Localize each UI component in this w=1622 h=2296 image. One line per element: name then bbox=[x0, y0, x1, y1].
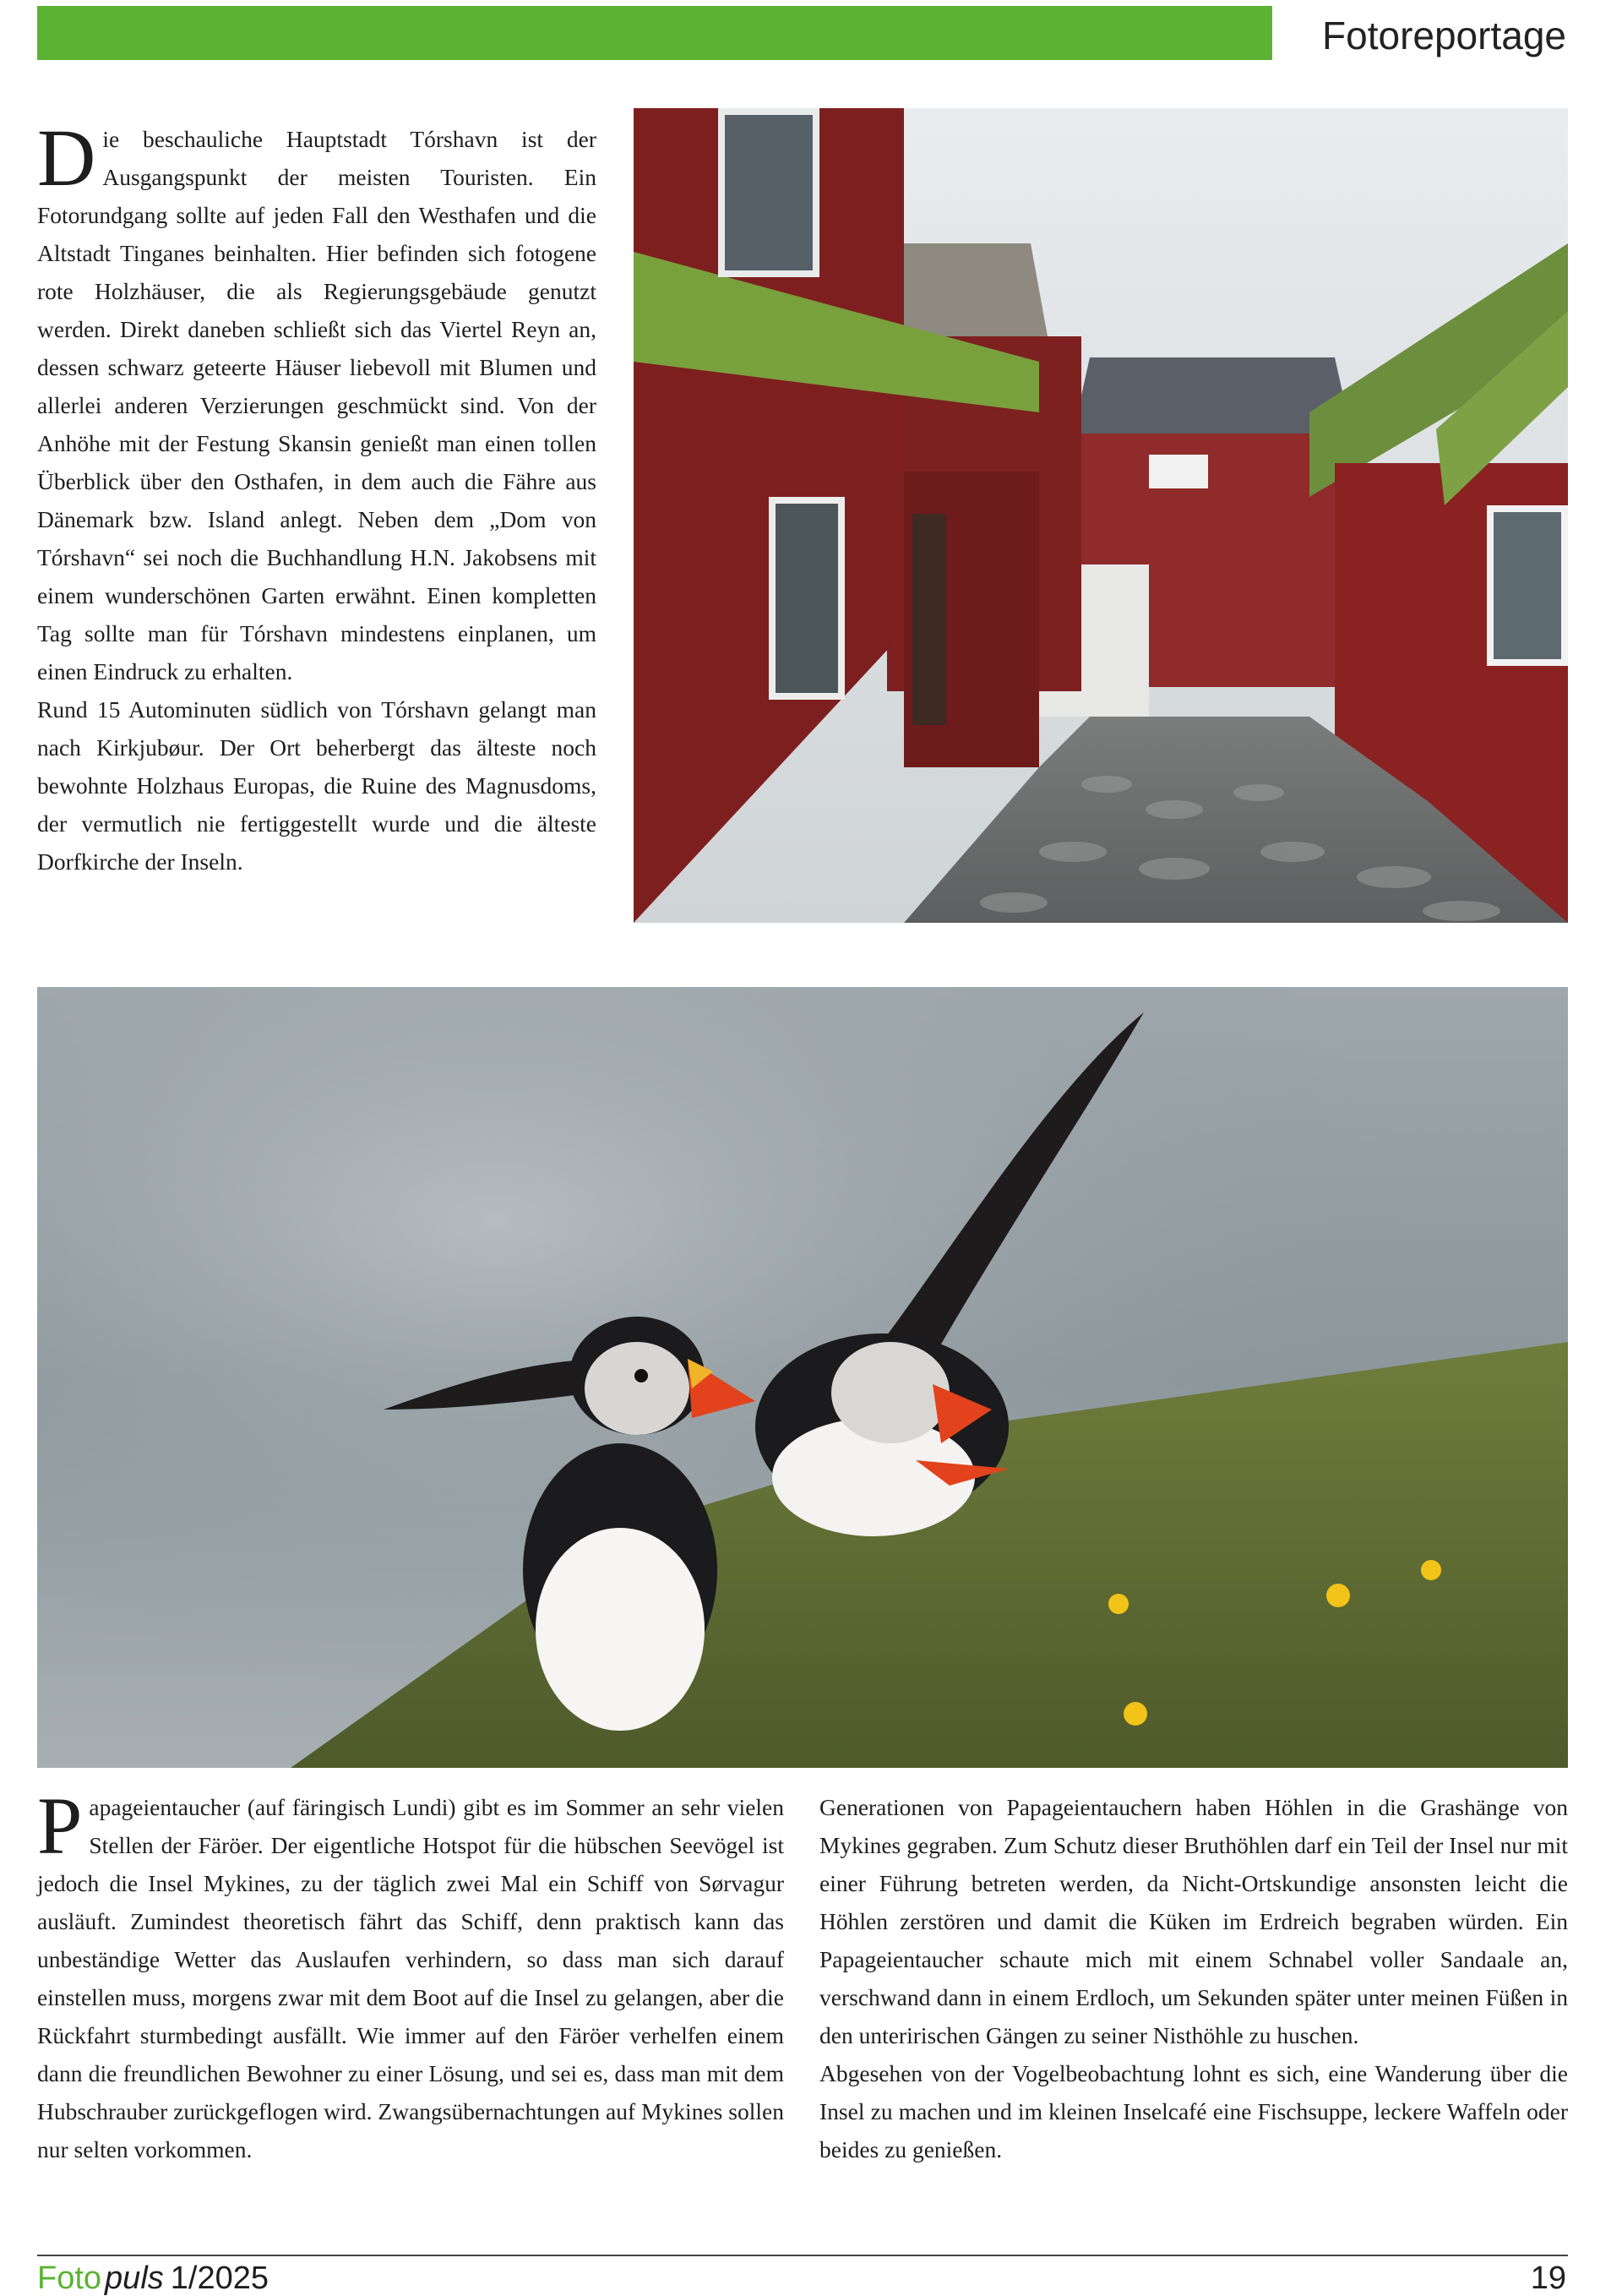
puffins-text-column-right bbox=[819, 1788, 1568, 2168]
puffins-right-paragraph-1: Generationen von Papageientauchern haben Höhlen in die Grashänge von Mykines gegraben. Zum Schutz dieser Bruthöhlen darf ein Teil der Insel nur mit einer Führung betreten werden, da Nicht-Ortskundige ansonsten leicht die Höhlen zerstören und damit die Küken im Erdreich begraben würden. Ein Papageientaucher schaute mich mit einem Schnabel voller Sandaale an, verschwand dann in einem Erdloch, um Sekunden später unter meinen Füßen in den unteririschen Gängen zu seiner Nisthöhle zu huschen. bbox=[819, 1794, 1568, 2048]
puffins-text-column-left bbox=[37, 1781, 784, 2168]
intro-paragraph-2: Rund 15 Autominuten südlich von Tórshavn gelangt man nach Kirkjubøur. Der Ort beherbergt das älteste noch bewohnte Holzhaus Europas, die Ruine des Magnusdoms, der vermutlich nie fertiggestellt wurde und die älteste Dorfkirche der Inseln. bbox=[37, 696, 596, 875]
issue-number: 1/2025 bbox=[170, 2261, 269, 2296]
puffins-photo bbox=[37, 987, 1568, 1768]
page-number: 19 bbox=[1530, 2261, 1566, 2296]
brand-puls: puls bbox=[105, 2261, 164, 2296]
header-accent-bar bbox=[37, 6, 1272, 60]
tinganes-photo bbox=[634, 108, 1568, 923]
intro-paragraph-1 bbox=[37, 112, 596, 690]
brand-foto: Foto bbox=[37, 2261, 102, 2296]
dropcap-p: P bbox=[37, 1781, 83, 1871]
section-title: Fotoreportage bbox=[1322, 14, 1566, 57]
footer-brand bbox=[37, 2261, 269, 2295]
puffins-right-paragraph-2: Abgesehen von der Vogelbeobachtung lohnt es sich, eine Wanderung über die Insel zu machen und im kleinen Inselcafé eine Fischsuppe, leckere Waffeln oder beides zu genießen. bbox=[819, 2060, 1568, 2162]
tinganes-photo-illustration bbox=[634, 108, 1568, 923]
intro-paragraph-1-text: ie beschauliche Hauptstadt Tórshavn ist der Ausgangspunkt der meisten Touristen. Ein Fotorundgang sollte auf jeden Fall den Westhafen und die Altstadt Tinganes beinhalten. Hier befinden sich fotogene rote Holzhäuser, die als Regierungsgebäude genutzt werden. Direkt daneben schließt sich das Viertel Reyn an, dessen schwarz geteerte Häuser liebevoll mit Blumen und allerlei anderen Verzierungen geschmückt sind. Von der Anhöhe mit der Festung Skansin genießt man einen tollen Überblick über den Osthafen, in dem auch die Fähre aus Dänemark bzw. Island anlegt. Neben dem „Dom von Tórshavn“ sei noch die Buchhandlung H.N. Jakobsens mit einem wunderschönen Garten erwähnt. Einen kompletten Tag sollte man für Tórshavn mindestens einplanen, um einen Eindruck zu erhalten. bbox=[37, 126, 596, 684]
puffins-photo-illustration bbox=[37, 987, 1568, 1768]
dropcap-d: D bbox=[37, 112, 96, 203]
puffins-left-paragraph-1 bbox=[37, 1781, 784, 2168]
puffins-left-paragraph-1-text: apageientaucher (auf färingisch Lundi) gibt es im Sommer an sehr vielen Stellen der Färöer. Der eigentliche Hotspot für die hübschen Seevögel ist jedoch die Insel Mykines, zu der täglich zwei Mal ein Schiff von Sørvagur ausläuft. Zumindest theoretisch fährt das Schiff, denn praktisch kann das unbeständige Wetter das Auslaufen verhindern, so dass man sich darauf einstellen muss, morgens zwar mit dem Boot auf die Insel zu gelangen, aber die Rückfahrt sturmbedingt ausfällt. Wie immer auf den Färöer verhelfen einem dann die freundlichen Bewohner zu einer Lösung, und sei es, dass man mit dem Hubschrauber zurückgeflogen wird. Zwangsübernachtungen auf Mykines sollen nur selten vorkommen. bbox=[37, 1794, 784, 2162]
intro-text-column bbox=[37, 112, 596, 881]
footer-divider bbox=[37, 2255, 1568, 2256]
